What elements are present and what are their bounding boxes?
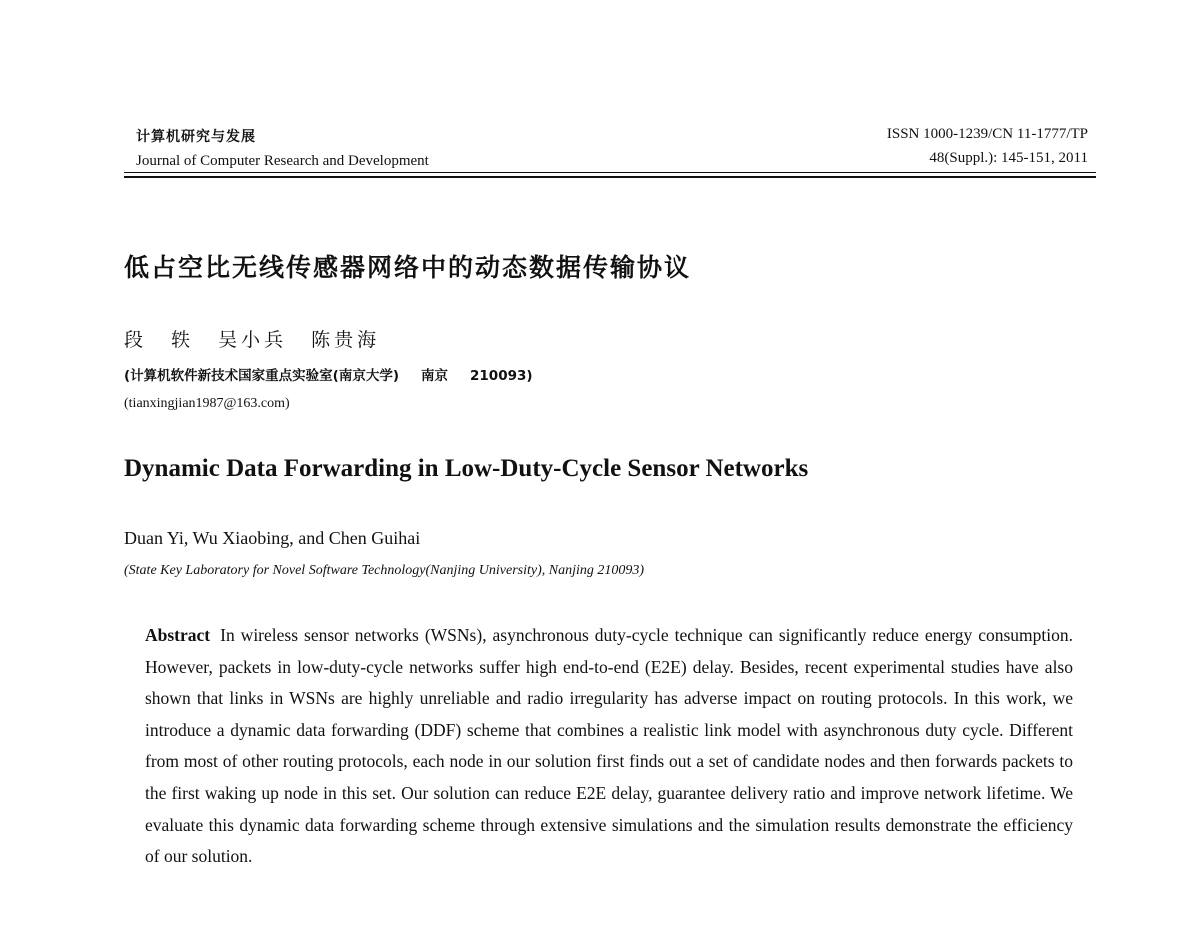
affiliation-city-cn: 南京 (421, 368, 449, 384)
paper-title-en: Dynamic Data Forwarding in Low-Duty-Cycle Sensor Networks (124, 455, 809, 482)
issn: ISSN 1000-1239/CN 11-1777/TP (886, 126, 1088, 142)
journal-name-cn: 计算机研究与发展 (136, 129, 256, 145)
journal-name-en: Journal of Computer Research and Development (136, 153, 429, 169)
authors-en: Duan Yi, Wu Xiaobing, and Chen Guihai (124, 528, 421, 548)
header-rule-thick (124, 176, 1096, 178)
abstract-label: Abstract (145, 625, 211, 645)
affiliation-zip-cn: 210093) (470, 368, 533, 384)
header-rule-thin (124, 172, 1096, 173)
affiliation-cn (124, 364, 533, 384)
abstract-text: In wireless sensor networks (WSNs), asynchronous duty-cycle technique can significantly reduce energy consumption. However, packets in low-duty-cycle networks suffer high end-to-end (E2E) delay. Besides, recent experimental studies have also shown that links in WSNs are highly unreliable and radio irregularity has adverse impact on routing protocols. In this work, we introduce a dynamic data forwarding (DDF) scheme that combines a realistic link model with asynchronous duty cycle. Different from most of other routing protocols, each node in our solution first finds out a set of candidate nodes and then forwards packets to the first waking up node in this set. Our solution can reduce E2E delay, guarantee delivery ratio and improve network lifetime. We evaluate this dynamic data forwarding scheme through extensive simulations and the simulation results demonstrate the efficiency of our solution. (145, 625, 1073, 867)
journal-header-left (136, 126, 429, 170)
author-email: (tianxingjian1987@163.com) (124, 396, 290, 411)
abstract (145, 620, 1073, 873)
authors-cn: 段 轶 吴小兵 陈贵海 (124, 329, 381, 351)
affiliation-institution-cn: (计算机软件新技术国家重点实验室(南京大学) (124, 368, 400, 384)
affiliation-en: (State Key Laboratory for Novel Software Technology(Nanjing University), Nanjing 210093) (124, 563, 645, 578)
paper-title-cn: 低占空比无线传感器网络中的动态数据传输协议 (124, 253, 692, 282)
journal-header-right (887, 126, 1088, 167)
volume-pages: 48(Suppl.): 145-151, 2011 (929, 150, 1088, 166)
